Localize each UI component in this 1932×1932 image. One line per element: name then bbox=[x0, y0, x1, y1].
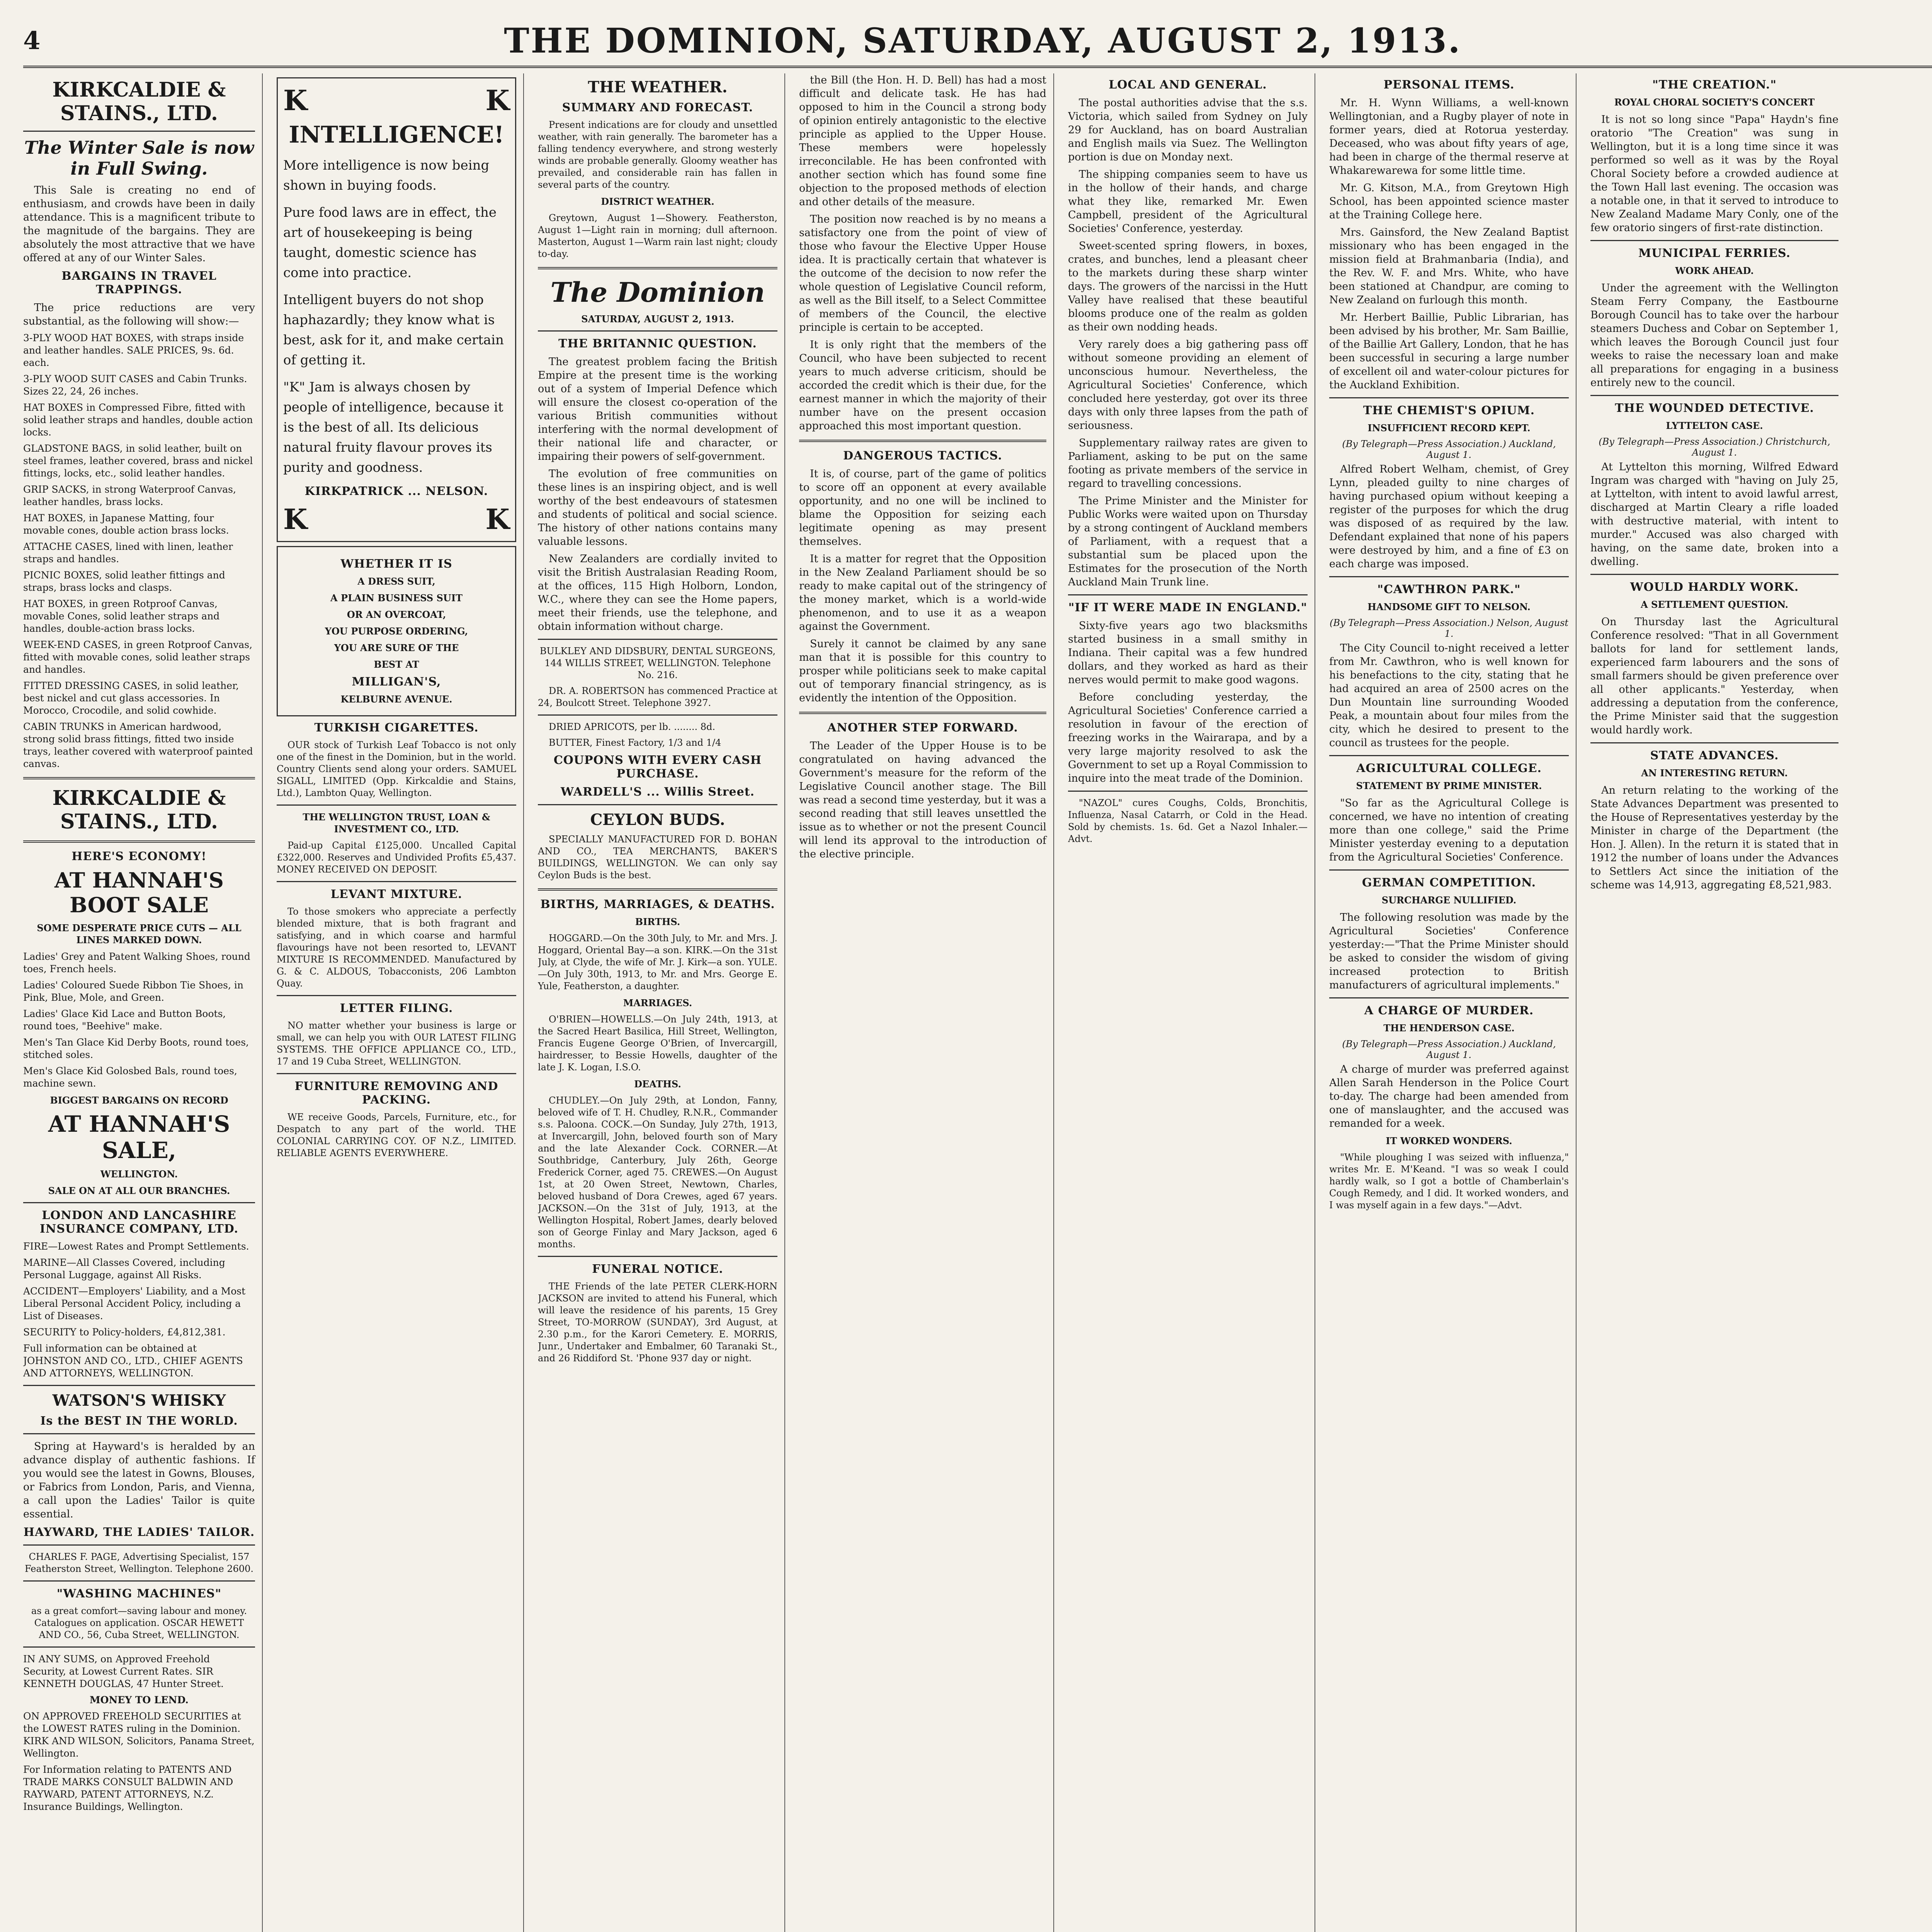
sale-intro: This Sale is creating no end of enthusiasm, and crowds have been in daily attendance. This is a magnificent tribute to the magnitude of the bargains. They are absolutely the most attractive that we have offered at any of our Winter Sales. bbox=[23, 184, 255, 264]
detective-sub: LYTTELTON CASE. bbox=[1666, 420, 1763, 431]
list-item: Ladies' Coloured Suede Ribbon Tie Shoes, in Pink, Blue, Mole, and Green. bbox=[23, 980, 243, 1003]
article-para: "So far as the Agricultural College is concerned, we have no intention of creating more than one college," said the Prime Minister yesterday evening to a deputation from the Agricultural Societies' Conference. bbox=[1329, 797, 1569, 863]
college-sub: STATEMENT BY PRIME MINISTER. bbox=[1356, 780, 1542, 791]
intelligence-title: INTELLIGENCE! bbox=[289, 121, 504, 148]
worked-title: IT WORKED WONDERS. bbox=[1386, 1135, 1512, 1146]
column-7 bbox=[1590, 73, 1845, 1932]
whether-line: BEST AT bbox=[374, 659, 419, 670]
weather-title: THE WEATHER. bbox=[588, 78, 728, 96]
murder-byline: (By Telegraph—Press Association.) Auckland, August 1. bbox=[1342, 1039, 1556, 1060]
article-para: Supplementary railway rates are given to Parliament, asking to be put on the same footing as private members of the service in regard to travelling concessions. bbox=[1068, 437, 1308, 490]
removing-title: FURNITURE REMOVING AND PACKING. bbox=[294, 1080, 498, 1107]
turkish-title: TURKISH CIGARETTES. bbox=[314, 721, 479, 735]
whether-line: YOU ARE SURE OF THE bbox=[334, 642, 459, 653]
local-title: LOCAL AND GENERAL. bbox=[1109, 78, 1267, 92]
list-item: Ladies' Grey and Patent Walking Shoes, round toes, French heels. bbox=[23, 951, 250, 975]
nazol-ad: "NAZOL" cures Coughs, Colds, Bronchitis, Influenza, Nasal Catarrh, or Cold in the Head. Sold by chemists. 1s. 6d. Get a Nazol Inhaler.—Advt. bbox=[1068, 798, 1308, 844]
hayward-name: HAYWARD, THE LADIES' TAILOR. bbox=[23, 1526, 255, 1539]
ferries-title: MUNICIPAL FERRIES. bbox=[1638, 247, 1791, 260]
article-para: Sixty-five years ago two blacksmiths started business in a small smithy in Indiana. Their capital was a few hundred dollars, and they worked as hard as their nerves would permit to make good wagons. bbox=[1068, 620, 1308, 686]
hannah-sale-heading: AT HANNAH'S SALE, bbox=[48, 1111, 230, 1163]
whether-line: A PLAIN BUSINESS SUIT bbox=[330, 592, 463, 604]
article-para: The shipping companies seem to have us in the hollow of their hands, and charge what they like, remarked Mr. Ewen Campbell, president of the Agricultural Societies' Conference, yesterday. bbox=[1068, 168, 1308, 235]
list-item: PICNIC BOXES, solid leather fittings and straps, brass locks and clasps. bbox=[23, 570, 225, 593]
german-title: GERMAN COMPETITION. bbox=[1362, 876, 1536, 889]
robertson-ad: DR. A. ROBERTSON has commenced Practice at 24, Boulcott Street. Telephone 3927. bbox=[538, 685, 777, 708]
dental-ad: BULKLEY AND DIDSBURY, DENTAL SURGEONS, 144 WILLIS STREET, WELLINGTON. Telephone No. 216. bbox=[539, 646, 776, 680]
cawthron-title: "CAWTHRON PARK." bbox=[1377, 583, 1521, 596]
k-letter: K bbox=[283, 84, 308, 117]
article-para: The postal authorities advise that the s.s. Victoria, which sailed from Sydney on July 29 for Auckland, has on board Australian and English mails via Suez. The Wellington portion is due on Monday next. bbox=[1068, 97, 1308, 163]
article-para: Mr. Herbert Baillie, Public Librarian, has been advised by his brother, Mr. Sam Baillie, of the Baillie Art Gallery, London, that he has been successful in securing a large number of excellent oil and water-colour pictures for the Auckland Exhibition. bbox=[1329, 311, 1569, 391]
list-item: 3-PLY WOOD HAT BOXES, with straps inside and leather handles. SALE PRICES, 9s. 6d. each. bbox=[23, 332, 244, 368]
filing-text: NO matter whether your business is large or small, we can help you with OUR LATEST FILING SYSTEMS. THE OFFICE APPLIANCE CO., LTD., 17 and 19 Cuba Street, WELLINGTON. bbox=[277, 1020, 516, 1067]
trust-title: THE WELLINGTON TRUST, LOAN & INVESTMENT CO., LTD. bbox=[303, 811, 490, 835]
hannah-title: AT HANNAH'S BOOT SALE bbox=[54, 868, 224, 917]
article-para: It is a matter for regret that the Opposition in the New Zealand Parliament should be so ready to make capital out of the stringency of the money market, which is a world-wide phenomenon, and to use it as a weapon against the Government. bbox=[799, 553, 1046, 633]
intelligence-para: "K" Jam is always chosen by people of intelligence, because it is the best of all. Its delicious natural fruity flavour proves its purity and goodness. bbox=[283, 379, 503, 475]
removing-text: WE receive Goods, Parcels, Furniture, etc., for Despatch to any part of the world. THE COLONIAL CARRYING COY. OF N.Z., LIMITED. RELIABLE AGENTS EVERYWHERE. bbox=[277, 1112, 516, 1158]
list-item: HAT BOXES in Compressed Fibre, fitted with solid leather straps and handles, double action locks. bbox=[23, 402, 253, 438]
funeral-text: THE Friends of the late PETER CLERK-HORN JACKSON are invited to attend his Funeral, which will leave the residence of his parents, 15 Grey Street, TO-MORROW (SUNDAY), 3rd August, at 2.30 p.m., for the Karori Cemetery. E. MORRIS, Junr., Undertaker and Embalmer, 60 Taranaki St., and 26 Riddiford St. 'Phone 937 day or night. bbox=[538, 1281, 777, 1364]
whisky-title: WATSON'S WHISKY bbox=[52, 1391, 226, 1410]
list-item: FITTED DRESSING CASES, in solid leather, best nickel and cut glass accessories. In Morocco, Crocodile, and solid cowhide. bbox=[23, 680, 239, 716]
hardly-title: WOULD HARDLY WORK. bbox=[1630, 580, 1799, 594]
column-2 bbox=[277, 73, 524, 1932]
personal-title: PERSONAL ITEMS. bbox=[1383, 78, 1515, 92]
milligan-ad bbox=[277, 546, 516, 716]
column-1 bbox=[23, 73, 263, 1932]
hayward-text: Spring at Hayward's is heralded by an advance display of authentic fashions. If you would see the latest in Gowns, Blouses, or Fabrics from London, Paris, and Vienna, a call upon the Ladies' Tailor is quite essential. bbox=[23, 1440, 255, 1520]
detective-title: THE WOUNDED DETECTIVE. bbox=[1615, 401, 1814, 415]
college-title: AGRICULTURAL COLLEGE. bbox=[1356, 762, 1542, 775]
article-para: New Zealanders are cordially invited to visit the British Australasian Reading Room, at the offices, 115 High Holborn, London, W.C., where they can see the Home papers, meet their friends, use the telephone, and obtain information without charge. bbox=[538, 553, 777, 633]
list-item: 3-PLY WOOD SUIT CASES and Cabin Trunks. Sizes 22, 24, 26 inches. bbox=[23, 373, 247, 397]
list-item: FIRE—Lowest Rates and Prompt Settlements. bbox=[23, 1241, 249, 1252]
step-title: ANOTHER STEP FORWARD. bbox=[827, 721, 1018, 735]
list-item: Men's Glace Kid Golosbed Bals, round toes, machine sewn. bbox=[23, 1065, 237, 1089]
advances-title: STATE ADVANCES. bbox=[1650, 749, 1779, 762]
bargains-heading: BIGGEST BARGAINS ON RECORD bbox=[50, 1095, 228, 1106]
list-item: Ladies' Glace Kid Lace and Button Boots, round toes, "Beehive" make. bbox=[23, 1008, 226, 1032]
hannah-list bbox=[23, 951, 255, 1090]
list-item: HAT BOXES, in green Rotproof Canvas, movable Cones, solid leather straps and handles, double-action brass locks. bbox=[23, 598, 220, 634]
cawthron-sub: HANDSOME GIFT TO NELSON. bbox=[1367, 601, 1531, 612]
article-para: An return relating to the working of the State Advances Department was presented to the House of Representatives yesterday by the Minister in charge of the Department (the Hon. J. Allen). In the return it is stated that in 1912 the number of loans under the Advances to Settlers Act since the initiation of the scheme was 14,913, aggregating £8,521,983. bbox=[1590, 784, 1838, 891]
insurance-title: LONDON AND LANCASHIRE INSURANCE COMPANY, LTD. bbox=[39, 1209, 239, 1236]
branches-label: SALE ON AT ALL OUR BRANCHES. bbox=[48, 1185, 230, 1196]
whisky-sub: Is the BEST IN THE WORLD. bbox=[40, 1414, 238, 1428]
list-item: ON APPROVED FREEHOLD SECURITIES at the LOWEST RATES ruling in the Dominion. KIRK AND WILSON, Solicitors, Panama Street, Wellington. bbox=[23, 1711, 255, 1759]
marriages-heading: MARRIAGES. bbox=[623, 997, 692, 1009]
masthead bbox=[23, 15, 1932, 68]
article-para: Very rarely does a big gathering pass off without someone providing an element of unconscious humour. Nevertheless, the Agricultural Societies' Conference, which concluded here yesterday, got over its three days with only three lapses from the path of seriousness. bbox=[1068, 338, 1308, 432]
list-item: GLADSTONE BAGS, in solid leather, built on steel frames, leather covered, brass and nickel fittings, locks, etc., solid leather handles. bbox=[23, 443, 253, 479]
column-4 bbox=[799, 73, 1054, 1932]
economy-heading: HERE'S ECONOMY! bbox=[71, 850, 207, 863]
column-5 bbox=[1068, 73, 1315, 1932]
page-number: 4 bbox=[23, 26, 41, 55]
funeral-title: FUNERAL NOTICE. bbox=[592, 1262, 723, 1276]
washing-title: "WASHING MACHINES" bbox=[56, 1587, 222, 1600]
kirkpatrick-label: KIRKPATRICK ... NELSON. bbox=[304, 485, 488, 498]
opium-byline: (By Telegraph—Press Association.) Auckland, August 1. bbox=[1342, 439, 1556, 460]
wardell-label: WARDELL'S ... Willis Street. bbox=[560, 785, 755, 799]
article-para: Sweet-scented spring flowers, in boxes, crates, and bunches, lend a pleasant cheer to the markets during these sharp winter days. The growers of the narcissi in the Hutt Valley have realised that these beautiful blooms produce one of the realm as golden as their own nodding heads. bbox=[1068, 240, 1308, 333]
creation-sub: ROYAL CHORAL SOCIETY'S CONCERT bbox=[1614, 97, 1815, 108]
worked-text: "While ploughing I was seized with influenza," writes Mr. E. M'Keand. "I was so weak I could hardly walk, so I got a bottle of Chamberlain's Cough Remedy, and I did. It worked wonders, and I was myself again in a few days."—Advt. bbox=[1329, 1152, 1569, 1211]
article-para: Mrs. Gainsford, the New Zealand Baptist missionary who has been engaged in the mission field at Brahmanbaria (India), and the Rev. W. F. and Mrs. White, who have been stationed at Chandpur, are coming to New Zealand on furlough this month. bbox=[1329, 226, 1569, 306]
district-weather: DISTRICT WEATHER. bbox=[601, 196, 714, 207]
births-heading: BIRTHS. bbox=[635, 916, 680, 927]
intelligence-para: More intelligence is now being shown in buying foods. bbox=[283, 158, 490, 193]
item-list bbox=[23, 332, 255, 770]
article-para: the Bill (the Hon. H. D. Bell) has had a most difficult and delicate task. He has had opposed to him in the Council a strong body of opinion entirely antagonistic to the elective principle as applied to the Upper House. These members were hopelessly irreconcilable. He has been confronted with another section which has found some fine objection to the proposed methods of election and other details of the measure. bbox=[799, 74, 1046, 208]
german-sub: SURCHARGE NULLIFIED. bbox=[1381, 895, 1517, 906]
washing-sub: as a great comfort—saving labour and money. Catalogues on application. OSCAR HEWETT AND CO., 56, Cuba Street, WELLINGTON. bbox=[31, 1605, 247, 1640]
article-para: The following resolution was made by the Agricultural Societies' Conference yesterday:—"That the Prime Minister should be asked to consider the wisdom of giving increased protection to British manufacturers of agricultural implements." bbox=[1329, 912, 1569, 991]
creation-title: "THE CREATION." bbox=[1652, 78, 1777, 92]
coupons-label: COUPONS WITH EVERY CASH PURCHASE. bbox=[553, 753, 762, 781]
sale-title: The Winter Sale is now in Full Swing. bbox=[24, 137, 254, 179]
whether-line: YOU PURPOSE ORDERING, bbox=[325, 626, 468, 637]
if-title: "IF IT WERE MADE IN ENGLAND." bbox=[1068, 601, 1308, 614]
district-text: Greytown, August 1—Showery. Featherston, August 1—Light rain in morning; dull afternoon. Masterton, August 1—Warm rain last night; cloudy to-day. bbox=[538, 213, 777, 259]
filing-title: LETTER FILING. bbox=[340, 1002, 453, 1015]
brand-heading: KIRKCALDIE & STAINS., LTD. bbox=[52, 78, 226, 125]
deaths-heading: DEATHS. bbox=[634, 1078, 681, 1090]
k-letter: K bbox=[283, 503, 308, 536]
trust-text: Paid-up Capital £125,000. Uncalled Capital £322,000. Reserves and Undivided Profits £5,437. MONEY RECEIVED ON DEPOSIT. bbox=[277, 840, 516, 875]
list-item: HAT BOXES, in Japanese Matting, four movable cones, double action brass locks. bbox=[23, 512, 229, 536]
levant-text: To those smokers who appreciate a perfectly blended mixture, that is both fragrant and satisfying, and in which coarse and harmful flavourings have not been resorted to, LEVANT MIXTURE IS RECOMMENDED. Manufactured by G. & C. ALDOUS, Tobacconists, 206 Lambton Quay. bbox=[277, 906, 516, 989]
whether-line: A DRESS SUIT, bbox=[357, 576, 435, 587]
article-para: The City Council to-night received a letter from Mr. Cawthron, who is well known for his benefactions to the city, stating that he had acquired an area of 2500 acres on the Dun Mountain line surrounding Wooded Peak, a mountain about four miles from the city, which he desired to present to the council as trustees for the people. bbox=[1329, 642, 1569, 749]
article-para: Mr. G. Kitson, M.A., from Greytown High School, has been appointed science master at the Training College here. bbox=[1329, 182, 1569, 221]
britannic-title: THE BRITANNIC QUESTION. bbox=[558, 337, 757, 350]
weather-sub: SUMMARY AND FORECAST. bbox=[562, 101, 753, 114]
whether-line: KELBURNE AVENUE. bbox=[340, 694, 452, 705]
list-item: GRIP SACKS, in strong Waterproof Canvas, leather handles, brass locks. bbox=[23, 484, 236, 507]
article-para: At Lyttelton this morning, Wilfred Edward Ingram was charged with "having on July 25, at Lyttelton, with intent to avoid lawful arrest, discharged at Martin Cleary a rifle loaded with destructive material, with intent to murder." Accused was also charged with having, on the same date, broken into a dwelling. bbox=[1590, 461, 1838, 568]
opium-sub: INSUFFICIENT RECORD KEPT. bbox=[1367, 422, 1531, 434]
sale-subhead: BARGAINS IN TRAVEL TRAPPINGS. bbox=[61, 269, 217, 296]
article-para: It is only right that the members of the Council, who have been subjected to recent years to much adverse criticism, should be accorded the credit which is their due, for the earnest manner in which the majority of their number have on the present occasion approached this most important question. bbox=[799, 339, 1046, 432]
murder-title: A CHARGE OF MURDER. bbox=[1364, 1004, 1534, 1017]
k-jam-ad bbox=[277, 77, 516, 542]
brand-heading-2: KIRKCALDIE & STAINS., LTD. bbox=[52, 786, 226, 833]
butter-price: BUTTER, Finest Factory, 1/3 and 1/4 bbox=[549, 737, 721, 748]
money-list bbox=[23, 1653, 255, 1813]
whether-line: MILLIGAN'S, bbox=[352, 675, 441, 689]
list-item: ATTACHE CASES, lined with linen, leather straps and handles. bbox=[23, 541, 233, 565]
intelligence-para: Pure food laws are in effect, the art of housekeeping is being taught, domestic science has come into practice. bbox=[283, 205, 497, 281]
article-para: On Thursday last the Agricultural Conference resolved: "That in all Government ballots for land for settlement lands, experienced farm labourers and the sons of small farmers should be given preference over all other applicants." Yesterday, when addressing a deputation from the conference, the Prime Minister said that the suggestion would hardly work. bbox=[1590, 616, 1838, 736]
opium-title: THE CHEMIST'S OPIUM. bbox=[1363, 404, 1535, 417]
article-para: The Prime Minister and the Minister for Public Works were waited upon on Thursday by a strong contingent of Auckland members of Parliament, with a request that a substantial sum be placed upon the Estimates for the prosecution of the North Auckland Main Trunk line. bbox=[1068, 495, 1308, 588]
column-6 bbox=[1329, 73, 1577, 1932]
list-item: SECURITY to Policy-holders, £4,812,381. bbox=[23, 1327, 226, 1338]
article-para: A charge of murder was preferred against Allen Sarah Henderson in the Police Court to-day. The charge had been amended from one of manslaughter, and the accused was remanded for a week. bbox=[1329, 1063, 1569, 1129]
article-para: The position now reached is by no means a satisfactory one from the point of view of those who favour the Elective Upper House idea. It is practically certain that whatever is the outcome of the decision to now refer the whole question of Legislative Council reform, as well as the Bill itself, to a Select Committee of members of the Council, the elective principle is certain to be accepted. bbox=[799, 213, 1046, 333]
article-para: It is not so long since "Papa" Haydn's fine oratorio "The Creation" was sung in Wellington, but it is a long time since it was performed so well as it was by the Royal Choral Society before a crowded audience at the Town Hall last evening. The occasion was a notable one, in that it served to introduce to New Zealand Madame Mary Conly, one of the few oratorio singers of first-rate distinction. bbox=[1590, 114, 1838, 234]
article-para: The greatest problem facing the British Empire at the present time is the working out of a system of Imperial Defence which will ensure the closest co-operation of the various British communities without interfering with the normal development of their national life and character, or impairing their powers of self-government. bbox=[538, 356, 777, 463]
list-item: ACCIDENT—Employers' Liability, and a Most Liberal Personal Accident Policy, including a List of Diseases. bbox=[23, 1286, 246, 1321]
ceylon-title: CEYLON BUDS. bbox=[590, 811, 725, 829]
hannah-sub: SOME DESPERATE PRICE CUTS — ALL LINES MARKED DOWN. bbox=[37, 922, 242, 946]
turkish-text: OUR stock of Turkish Leaf Tobacco is not only one of the finest in the Dominion, but in the world. Country Clients send along your orders. SAMUEL SIGALL, LIMITED (Opp. Kirkcaldie and Stains, Ltd.), Lambton Quay, Wellington. bbox=[277, 740, 516, 798]
list-item: For Information relating to PATENTS AND TRADE MARKS CONSULT BALDWIN AND RAYWARD, PATENT ATTORNEYS, N.Z. Insurance Buildings, Wellington. bbox=[23, 1764, 233, 1812]
k-letter: K bbox=[485, 84, 510, 117]
article-para: Before concluding yesterday, the Agricultural Societies' Conference carried a resolution in favour of the erection of freezing works in the Wairarapa, and by a very large majority resolved to ask the Government to set up a Royal Commission to inquire into the meat trade of the Dominion. bbox=[1068, 691, 1308, 784]
wellington-label: WELLINGTON. bbox=[100, 1168, 178, 1180]
list-item: IN ANY SUMS, on Approved Freehold Security, at Lowest Current Rates. SIR KENNETH DOUGLAS, 47 Hunter Street. bbox=[23, 1653, 224, 1689]
whether-line: OR AN OVERCOAT, bbox=[347, 609, 446, 620]
list-item: Men's Tan Glace Kid Derby Boots, round toes, stitched soles. bbox=[23, 1037, 249, 1060]
list-item: WEEK-END CASES, in green Rotproof Canvas, fitted with movable cones, solid leather straps and handles. bbox=[23, 639, 253, 675]
bmd-title: BIRTHS, MARRIAGES, & DEATHS. bbox=[540, 898, 775, 911]
article-para: The evolution of free communities on these lines is an inspiring object, and is well worthy of the best endeavours of statesmen and students of political and social science. The history of other nations contains many valuable lessons. bbox=[538, 468, 777, 548]
tactics-title: DANGEROUS TACTICS. bbox=[843, 449, 1002, 463]
deaths-text: CHUDLEY.—On July 29th, at London, Fanny, beloved wife of T. H. Chudley, R.N.R., Commander s.s. Paloona. COCK.—On Sunday, July 27th, 1913, at Invercargill, John, beloved fourth son of Mary and the late Alexander Cock. CORNER.—At Southbridge, Canterbury, July 26th, George Frederick Corner, aged 75. CREWES.—On August 1st, at 20 Owen Street, Newtown, Charles, beloved husband of Dora Crewes, aged 67 years. JACKSON.—On the 31st of July, 1913, at the Wellington Hospital, Robert James, dearly beloved son of George Finlay and Mary Jackson, aged 6 months. bbox=[538, 1095, 777, 1250]
paper-nameplate: The Dominion bbox=[550, 276, 765, 308]
births-text: HOGGARD.—On the 30th July, to Mr. and Mrs. J. Hoggard, Oriental Bay—a son. KIRK.—On the 31st July, at Clyde, the wife of Mr. J. Kirk—a son. YULE.—On July 30th, 1913, to Mr. and Mrs. George E. Yule, Featherston, a daughter. bbox=[538, 933, 777, 992]
ceylon-text: SPECIALLY MANUFACTURED FOR D. BOHAN AND CO., TEA MERCHANTS, BAKER'S BUILDINGS, WELLINGTON. We can only say Ceylon Buds is the best. bbox=[538, 834, 777, 881]
article-para: Surely it cannot be claimed by any sane man that it is possible for this country to prosper while politicians seek to make capital out of temporary financial stringency, as is evidently the intention of the Opposition. bbox=[799, 638, 1046, 704]
newspaper-title: THE DOMINION, SATURDAY, AUGUST 2, 1913. bbox=[504, 20, 1462, 61]
apricots-price: DRIED APRICOTS, per lb. ........ 8d. bbox=[549, 721, 715, 732]
page-ad: CHARLES F. PAGE, Advertising Specialist, 157 Featherston Street, Wellington. Telephone 2600. bbox=[24, 1551, 254, 1574]
marriages-text: O'BRIEN—HOWELLS.—On July 24th, 1913, at the Sacred Heart Basilica, Hill Street, Wellington, Francis Eugene George O'Brien, of Invercargill, hairdresser, to Bessie Howells, daughter of the late J. K. Logan, I.S.O. bbox=[538, 1014, 777, 1073]
article-para: Under the agreement with the Wellington Steam Ferry Company, the Eastbourne Borough Council has to take over the harbour steamers Duchess and Cobar on September 1, which leaves the Borough Council just four weeks to raise the necessary loan and make all preparations for engaging in a business entirely new to the council. bbox=[1590, 282, 1838, 389]
article-para: Mr. H. Wynn Williams, a well-known Wellingtonian, and a Rugby player of note in former years, died at Rotorua yesterday. Deceased, who was about fifty years of age, had been in charge of the thermal reserve at Whakarewarewa for some little time. bbox=[1329, 97, 1569, 177]
price-note: The price reductions are very substantial, as the following will show:— bbox=[23, 302, 255, 327]
insurance-list bbox=[23, 1240, 255, 1379]
whether-title: WHETHER IT IS bbox=[340, 557, 452, 571]
list-item: MARINE—All Classes Covered, including Personal Luggage, against All Risks. bbox=[23, 1257, 225, 1281]
article-para: Alfred Robert Welham, chemist, of Grey Lynn, pleaded guilty to nine charges of having purchased opium without keeping a register of the purposes for which the drug was disposed of as required by the law. Defendant explained that none of his papers were destroyed by him, and a fine of £3 on each charge was imposed. bbox=[1329, 463, 1569, 570]
column-3 bbox=[538, 73, 785, 1932]
list-item: MONEY TO LEND. bbox=[90, 1694, 189, 1706]
hardly-sub: A SETTLEMENT QUESTION. bbox=[1641, 599, 1788, 610]
ferries-sub: WORK AHEAD. bbox=[1675, 265, 1754, 276]
paper-date: SATURDAY, AUGUST 2, 1913. bbox=[581, 313, 734, 325]
detective-byline: (By Telegraph—Press Association.) Christchurch, August 1. bbox=[1599, 436, 1830, 458]
intelligence-para: Intelligent buyers do not shop haphazardly; they know what is best, ask for it, and make certain of getting it. bbox=[283, 292, 504, 368]
k-letter: K bbox=[485, 503, 510, 536]
cawthron-byline: (By Telegraph—Press Association.) Nelson, August 1. bbox=[1329, 617, 1569, 639]
article-para: The Leader of the Upper House is to be congratulated on having advanced the Government's measure for the reform of the Legislative Council another stage. The Bill was read a second time yesterday, but it was a second reading that still leaves unsettled the issue as to whether or not the present Council will lend its approval to the introduction of the elective principle. bbox=[799, 740, 1046, 860]
list-item: Full information can be obtained at JOHNSTON AND CO., LTD., CHIEF AGENTS AND ATTORNEYS, WELLINGTON. bbox=[23, 1343, 243, 1379]
weather-text: Present indications are for cloudy and unsettled weather, with rain generally. The barometer has a falling tendency everywhere, and strong westerly winds are probable generally. Gloomy weather has prevailed, and considerable rain has fallen in several parts of the country. bbox=[538, 119, 777, 190]
advances-sub: AN INTERESTING RETURN. bbox=[1641, 767, 1788, 779]
levant-title: LEVANT MIXTURE. bbox=[330, 888, 463, 901]
list-item: CABIN TRUNKS in American hardwood, strong solid brass fittings, fitted two inside trays, leather covered with waterproof painted canvas. bbox=[23, 721, 253, 769]
murder-sub: THE HENDERSON CASE. bbox=[1383, 1022, 1515, 1034]
article-para: It is, of course, part of the game of politics to score off an opponent at every available opportunity, and no one will be inclined to blame the Opposition for seizing each legitimate opening as may present themselves. bbox=[799, 468, 1046, 548]
